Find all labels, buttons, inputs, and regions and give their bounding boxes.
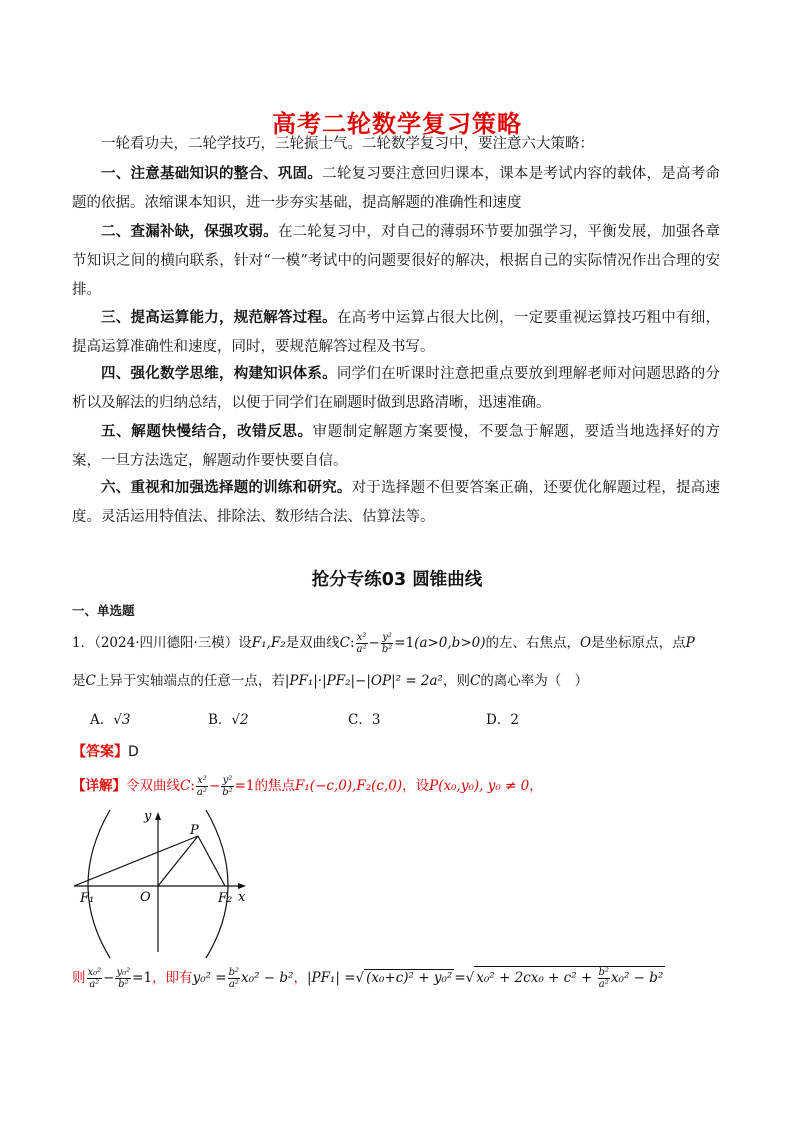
option-d-value: 2 — [510, 712, 519, 728]
strategy-1 — [72, 160, 720, 218]
detail-fraction-y2-b2: $\frac{\text{y²}}{\text{b²}}$ — [222, 775, 233, 798]
question-line2-a: 是 — [72, 673, 86, 689]
strategy-4-heading: 四、强化数学思维，构建知识体系。 — [101, 366, 337, 382]
derivation-pf1: |PF₁| = — [306, 970, 356, 986]
detail-text-d: ， — [529, 778, 543, 794]
option-d-label: D． — [486, 712, 511, 728]
question-point: P — [685, 635, 695, 651]
strategy-6-heading: 六、重视和加强选择题的训练和研究。 — [101, 480, 352, 496]
strategy-2-heading: 二、查漏补缺，保强攻弱。 — [101, 224, 278, 240]
option-a-label: A． — [90, 712, 114, 728]
fraction-x0sq-a2: $\frac{\text{x₀²}}{\text{a²}}$ — [87, 967, 102, 990]
question-mid3: 是坐标原点，点 — [591, 635, 686, 651]
fraction-y2-b2: $\frac{\text{y²}}{\text{b²}}$ — [381, 632, 393, 655]
option-b-label: B． — [208, 712, 232, 728]
label-p: P — [190, 823, 199, 838]
option-c — [348, 708, 380, 728]
option-c-value: 3 — [371, 712, 381, 728]
fraction-x2-a2: $\frac{\text{x²}}{\text{a²}}$ — [356, 632, 367, 655]
strategy-6-body: 对于选择题不但要答案正确，还要优化解题过程，提高速度。灵活运用特值法、排除法、数形结合法、估算法等。 — [72, 480, 721, 525]
strategy-3-body: 在高考中运算占很大比例，一定要重视运算技巧粗中有细，提高运算准确性和速度，同时，要规范解答过程及书写。 — [72, 310, 721, 355]
strategy-6 — [72, 474, 720, 532]
label-o: O — [140, 890, 151, 905]
question-line2-c: ，则 — [442, 673, 470, 689]
strategy-5-body: 审题制定解题方案要慢，不要急于解题，要适当地选择好的方案，一旦方法选定，解题动作要快要自信。 — [72, 424, 721, 469]
question-line2-d: 的离心率为（ ） — [480, 673, 589, 689]
detail-text-b: 的焦点 — [254, 778, 296, 794]
option-a — [90, 708, 130, 728]
strategy-1-body: 二轮复习要注意回归课本，课本是考试内容的载体，是高考命题的依据。浓缩课本知识，进一步夯实基础，提高解题的准确性和速度 — [72, 166, 721, 211]
option-b-value: √2 — [231, 712, 249, 728]
label-f1: F₁ — [80, 891, 95, 906]
option-a-value: √3 — [113, 712, 131, 728]
option-b — [208, 708, 249, 728]
label-y: y — [144, 809, 152, 824]
question-mid1: 是双曲线 — [285, 635, 340, 651]
answer-tag: 【答案】 — [72, 744, 128, 760]
strategy-3-heading: 三、提高运算能力，规范解答过程。 — [101, 310, 337, 326]
x-axis-arrow — [238, 883, 246, 889]
fraction-y0sq-b2: $\frac{\text{y₀²}}{\text{b²}}$ — [116, 967, 131, 990]
section-title: 抢分专练03 圆锥曲线 — [311, 570, 483, 590]
strategy-2 — [72, 218, 720, 305]
derivation-y0sq: y₀² = — [192, 970, 227, 986]
strategy-3 — [72, 304, 720, 362]
page-title: 高考二轮数学复习策略 — [272, 110, 522, 138]
detail-tag: 【详解】 — [72, 778, 126, 794]
detail-point-def: P(x₀,y₀), y₀ ≠ 0 — [429, 778, 530, 794]
fraction-b2-a2: $\frac{\text{b²}}{\text{a²}}$ — [228, 967, 240, 990]
hyperbola-left-branch — [88, 810, 110, 958]
derivation-line: 则 $\frac{\text{x₀²}}{\text{a²}}$ − $\frac{\text{y₀²}}{\text{b²}}$ =1，即有y₀² = $\frac{\text{b²}}{\text{a²}}$ x₀² − b²，|PF₁| =√ (x₀+c)² + y₀² =√ x₀² + 2cx₀ + c² + $\frac{\text{b²}}{\text{a²}}$ x₀² − b² — [72, 967, 664, 990]
answer-value: D — [128, 744, 139, 760]
option-c-label: C． — [348, 712, 372, 728]
derivation-eq: = — [454, 970, 466, 986]
question-condition: (a>0,b>0) — [414, 635, 486, 651]
answer-line — [72, 741, 139, 761]
question-curve-ref: C — [85, 673, 96, 689]
strategy-4-body: 同学们在听课时注意把重点要放到理解老师对问题思路的分析以及解法的归纳总结，以便于同学们在刷题时做到思路清晰，迅速准确。 — [72, 366, 721, 411]
question-type-label: 一、单选题 — [72, 603, 135, 618]
question-prefix: 1．（2024·四川德阳·三模）设 — [72, 635, 252, 651]
hyperbola-right-branch — [206, 810, 228, 958]
strategy-2-body: 在二轮复习中，对自己的薄弱环节要加强学习，平衡发展，加强各章节知识之间的横向联系，针对“一模”考试中的问题要很好的解决，根据自己的实际情况作出合理的安排。 — [72, 224, 721, 298]
y-axis-arrow — [155, 812, 161, 820]
detail-fraction-x2-a2: $\frac{\text{x²}}{\text{a²}}$ — [196, 775, 207, 798]
question-curve: C — [339, 635, 350, 651]
derivation-text-b: ，即有 — [152, 970, 193, 986]
question-relation: |PF₁|·|PF₂|−|OP|² = 2a² — [284, 673, 443, 689]
question-line-2 — [72, 670, 732, 692]
intro-lead: 一轮看功夫，二轮学技巧，三轮振士气。二轮数学复习中，要注意六大策略： — [101, 136, 594, 152]
question-line2-b: 上异于实轴端点的任意一点，若 — [95, 673, 285, 689]
detail-text-a: 令双曲线 — [126, 778, 180, 794]
label-x: x — [238, 890, 246, 905]
detail-line: 【详解】令双曲线C: $\frac{\text{x²}}{\text{a²}}$ − $\frac{\text{y²}}{\text{b²}}$ =1的焦点F₁(−c,0),F₂(c,0)，设P(x₀,y₀), y₀ ≠ 0， — [72, 775, 543, 798]
label-f2: F₂ — [218, 891, 233, 906]
question-foci: F₁,F₂ — [251, 635, 286, 651]
question-origin: O — [580, 635, 592, 651]
strategy-4 — [72, 360, 720, 418]
strategy-5 — [72, 418, 720, 476]
hyperbola-figure — [70, 800, 260, 960]
strategy-1-heading: 一、注意基础知识的整合、巩固。 — [101, 166, 323, 182]
detail-text-c: ，设 — [402, 778, 430, 794]
option-d — [486, 708, 519, 728]
detail-curve: C — [180, 778, 191, 794]
segment-pf1 — [74, 836, 198, 886]
question-line-1: 1．（2024·四川德阳·三模）设F₁,F₂是双曲线C: $\frac{\text{x²}}{\text{a²}}$ − $\frac{\text{y²}}{\text{b²}}$ =1(a>0,b>0)的左、右焦点，O是坐标原点，点P — [72, 632, 695, 655]
question-mid2: 的左、右焦点， — [485, 635, 580, 651]
detail-foci-coords: F₁(−c,0),F₂(c,0) — [295, 778, 403, 794]
derivation-text-c: ， — [293, 970, 307, 986]
derivation-text-a: 则 — [72, 970, 86, 986]
strategy-5-heading: 五、解题快慢结合，改错反思。 — [101, 424, 313, 440]
question-curve-ref-2: C — [469, 673, 481, 689]
